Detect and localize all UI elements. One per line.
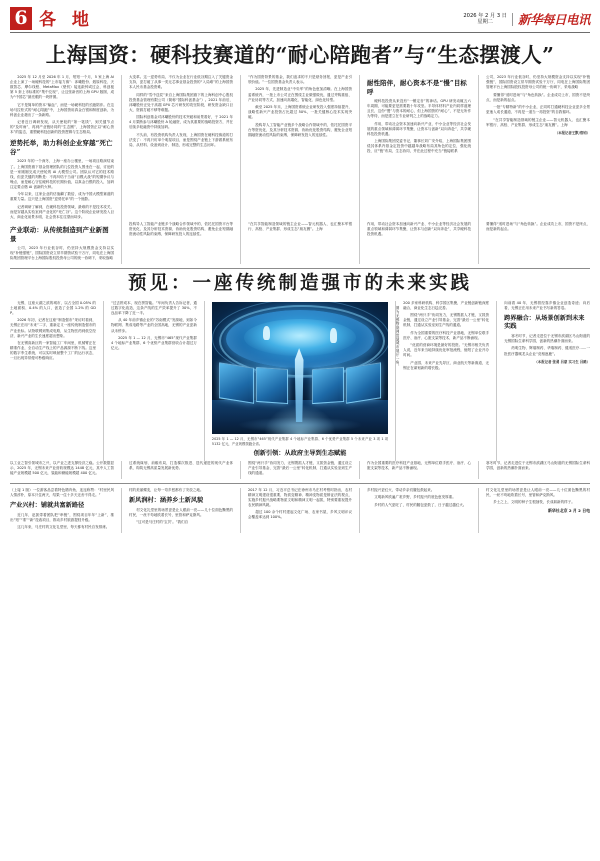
paragraph: 投构导人工智能产业链多个战略合作领域中的，依托托国资平台等资优化，及其分析技术资源，协助优化股资结构，避免企业短期融资流动性风险的束缚，保障研发投入的连续性。 bbox=[129, 222, 233, 237]
publication-logo: 新华每日电讯 bbox=[517, 12, 590, 27]
article-1-column-4 bbox=[367, 75, 471, 222]
paragraph: “在共享智能制造领域的链主企业——智元机器人、也汇聚本军银行、高校、产业集群、形成生态“朋友圈”。上海 bbox=[486, 117, 590, 127]
masthead-rule bbox=[10, 32, 590, 33]
section-separator-2 bbox=[10, 483, 590, 484]
paragraph: “作为国资背景的基金，我们追求的不只是财务回报，更是产业引领价值。”一位国资基金负责人表示。 bbox=[248, 75, 352, 85]
column-divider bbox=[478, 461, 479, 479]
exhibition-hall-photo bbox=[212, 302, 388, 434]
photo-screen-1 bbox=[219, 362, 254, 404]
article-1-column-1 bbox=[10, 75, 114, 222]
article-2-credit: （本报记者 张勇 吕蒙 实习生 吕路） bbox=[534, 359, 591, 364]
paragraph: 药明生物、辉瑞制药、华瑞制药、健适医疗……一批医疗器械龙头企业“竞相逐鹿”。 bbox=[504, 346, 591, 356]
article-3-column-3 bbox=[248, 488, 352, 533]
paragraph: 过系统谋划、前瞻布局，打造梯次推进、迭代递进的现代产业体系，构筑无锡高质量发展新优势。 bbox=[129, 461, 233, 471]
paragraph: 以工业之智引领城市之兴，以产业之进支撑经济之稳。公开数据显示，2025 年，无锡未来产业营收规模达 1448 亿元，其中人工智能产业规模超 500 亿元，氢能和储能规模超 400 亿元。 bbox=[10, 461, 114, 476]
column-divider bbox=[240, 488, 241, 533]
photo-screen-3 bbox=[312, 367, 344, 404]
paragraph: 大变革。这一逆势布局，不仅为企业在行业低谷期注入了关键资金支持，更打破了从事一类无芯事业基金投资的“入局难”的上海国资本人民币基金投资难。 bbox=[129, 75, 233, 90]
photo-caption-vertical: 图为无锡物联网智慧城市展厅一角。 bbox=[396, 305, 401, 369]
paragraph: 记者调研了解到，在硬科技投资领域，最难的不是技术攻关，而是穿越从实验室到产业化的“死亡谷”。这个阶段企业研发投入巨大、商业化前景未明，社会资本往往望而却步。 bbox=[10, 204, 114, 219]
paragraph: “这可是马庄村的‘宝贝’。”我们自 bbox=[136, 520, 189, 525]
article-2-columns bbox=[10, 301, 590, 461]
paragraph: 2025 年，先进制造业“中央军”的角色愈加清晰。在上海国资委系统内，一批上市公司正在围绕主业做强做优，通过并购重组、产业协同等方式，加速向高端化、智能化、绿色化转型。 bbox=[248, 87, 352, 102]
article-1-lower-col-5 bbox=[486, 222, 590, 264]
paragraph: 这几年来，马庄村的文化礼堂里，每天都有村民自发排练。 bbox=[17, 525, 110, 530]
article-3-footer-credit: 新华社北京 2 月 2 日电 bbox=[548, 508, 590, 514]
paragraph: 作为全国重要的医疗科技产业基地，无锡单位联手医疗、治疗、心脏支架等技术，新产品不断涌现。 bbox=[367, 461, 471, 471]
paragraph-text: 一位游客品尝着特色腊肉鱼，连连称赞：“村里民风人情淳朴，原本只住两天，结果一住十多天还舍不得走。” bbox=[10, 487, 114, 497]
paragraph: 超过 100 余个村村建起文化广场、农家书屋，乡风文明评议会覆盖率达到 100%。 bbox=[248, 510, 352, 520]
column-divider bbox=[121, 488, 122, 533]
column-divider bbox=[359, 75, 360, 222]
paragraph: 从 40 年前乡镇企业的“苏南模式”发源地，到如今物联网、集成电路等产业的全国高地，无锡的产业更新从未停步。 bbox=[110, 318, 197, 333]
paragraph: 围绕“两只手”协同发力，无锡既抓人才链，又抓资金链，通过设立产业引导基金、完善“最后一公里”转化机制，打通从实验室到生产线的通道。 bbox=[403, 313, 490, 328]
article-2-tail-col-1 bbox=[10, 461, 114, 479]
paragraph: 一批“专精特新”的中小企业，正同时打通硬科技企业更多全景更速入成长通道，不再是一道当一再投资”的自我循环。 bbox=[486, 105, 590, 115]
article-3-column-2 bbox=[129, 488, 233, 533]
article-1-lower-col-2 bbox=[129, 222, 233, 264]
article-2-column-2 bbox=[111, 301, 197, 461]
column-divider bbox=[240, 222, 241, 264]
section-title: 各 地 bbox=[39, 10, 94, 30]
paragraph: 2026 年初，记者在这座“制造强市”采访时看到，无锡正在用“未来”二字，重新定义一座传统制造强市的产业坐标。从物联网到集成电路，从生物医药到低空经济，新兴产业的生长速度超出想象。 bbox=[10, 318, 96, 338]
column-divider bbox=[240, 461, 241, 479]
paragraph: “优质的营商环境是最好的投资。”无锡市相关负责人说，近年来当地持续优化审批流程，缩短了企业开办时间。 bbox=[403, 343, 490, 358]
paragraph: 作用，带动社会资本加速向新兴产业、中小企业等经济社会发展的重点领域和薄弱环节集聚，让资本与创新“双向奔赴”，共享硬科技投资机遇。 bbox=[367, 222, 471, 237]
article-2-column-4 bbox=[403, 301, 489, 461]
paragraph: “过去拼成本，现在拼智能。”车间负责人告诉记者，通过数字化改造，这条产线的生产效率提升了 30%，不良品率下降了近一半。 bbox=[110, 300, 197, 315]
paragraph: 国际科创基金对沐曦股份的技术突破和前景看好，于 2021 年 4 月果断参与沐曦股份 A 轮融资，成为其重要的战略投资方，并在后续多轮融资中持续加码。 bbox=[129, 115, 233, 130]
page-number: 6 bbox=[10, 7, 32, 30]
column-divider bbox=[103, 301, 104, 461]
photo-floor-glow bbox=[265, 405, 335, 434]
photo-figure-left bbox=[263, 326, 270, 341]
article-3-column-1 bbox=[10, 488, 114, 533]
article-2-subheading-right: 跨界融合：从场景创新到未来实践 bbox=[504, 314, 585, 330]
column-divider bbox=[121, 75, 122, 222]
article-3-columns bbox=[10, 488, 590, 533]
article-2-tail-row bbox=[10, 461, 590, 479]
date-line-1: 2026 年 2 月 3 日 bbox=[463, 12, 507, 19]
article-1-subheading-3: 产业联动：从传统制造到产业新图景 bbox=[10, 226, 109, 243]
paragraph: 乡村的人气更旺了，村民的腰包更鼓了，日子越过越红火。 bbox=[374, 502, 467, 507]
paragraph: 要懂得“适时进场”与“角色转换”。企业成功上市，国资不是终点，而是新的起点。 bbox=[486, 222, 590, 232]
photo-caption-under: 2025 年 1 — 12 月，无锡市“465”现代产业集群 4 个地标产业集群、6 个优势产业集群 5 个未来产业 3 项 1 项 5132 亿元，产业规模领跑全省。 bbox=[211, 436, 389, 446]
paragraph: 它不是简单的资本“输血”，而是一场硬科技的长跑陪伴。在这场马拉松式的“耐心陪跑”中，上海国资用真金白银和制度创新，为科创企业趟出了一条新路。 bbox=[10, 102, 114, 117]
column-divider bbox=[359, 461, 360, 479]
article-2-photo-column bbox=[211, 301, 401, 461]
photo-screen-4 bbox=[346, 362, 381, 404]
photo-figure-right bbox=[330, 328, 337, 343]
paragraph: 产业园、未来产业先导区、商业航天等新赛道，无锡正在谋划新的增长极。 bbox=[403, 360, 490, 370]
paragraph: 寒冬时节，记者走进位于无锡市滨湖区马山街道的无锡国际生命科学园，创新的热潮扑面而来。 bbox=[486, 461, 590, 471]
article-3-subheading-1: 产业兴村：铺就共富新路径 bbox=[10, 501, 85, 509]
paragraph: 投构导人工智能产业链多个战略合作领域中的，依托托国资平台等资优化，及其分析技术资源，协助优化股资结构，避免企业短期融资流动性风险的束缚，保障研发投入的连续性。 bbox=[248, 122, 352, 137]
column-divider bbox=[359, 222, 360, 264]
masthead bbox=[10, 0, 590, 30]
paragraph: 要懂得“适时进场”与“角色转换”。企业成功上市，国资不是终点，而是新的起点。 bbox=[486, 92, 590, 102]
article-1-subheading-1: 逆势托举，助力科创企业穿越“死亡谷” bbox=[10, 139, 113, 156]
article-3-column-4 bbox=[367, 488, 471, 533]
paragraph: “在共享智能制造领域的链主企业——智元机器人、也汇聚本军银行、高校、产业集群、形成生态“朋友圈”。上海 bbox=[248, 222, 352, 232]
article-2-tail-col-2 bbox=[129, 461, 233, 479]
article-2-column-5 bbox=[504, 301, 590, 461]
paragraph: 公司，2023 年行业低谷时，仍坚持大规模资金支持以实现“补链强链”，国际国资设立常早期资试验干万厅，同电在上海国际集团管理平台上海国际股权投资母公司的统一协调下，采取战略 bbox=[486, 75, 590, 90]
article-1-column-2 bbox=[129, 75, 233, 222]
paragraph: 公司，2023 年行业低谷时，仍坚持大规模资金支持以实现“补链强链”，国际国资设立常早期资试验干万厅，同电在上海国际集团管理平台上海国际股权投资母公司的统一协调下，采取战略 bbox=[10, 246, 114, 261]
publication-date bbox=[463, 13, 507, 26]
paragraph: 村文化礼堂里的场景更是让人眼前一亮——几十位面色黝黑的村民，一丝不苟地吹着长号，里管和萨克斯风。 bbox=[486, 487, 590, 497]
article-1-column-3 bbox=[248, 75, 352, 222]
article-1-headline: 上海国资：硬科技赛道的“耐心陪跑者”与“生态摆渡人” bbox=[45, 43, 555, 67]
paragraph: 记者近日调研发现，从天使轮的“第一笔钱”，到关键节点的“及时雨”，再到产业链协同的“生态圈”，上海国资正以“耐心资本”的姿态，重塑硬科技创新的投资逻辑与生态格局。 bbox=[10, 120, 114, 135]
paragraph: 200 多家科研机构、科学园区集聚，产业链创新链深度融合，商业化生态日趋完善。 bbox=[403, 300, 490, 310]
paragraph: 2025 年 12 月至 2026 年 1 月，短短一个月，5 家上海 AI 企业上演了一场硬科技的“上市接力赛”：沐曦股份、燧原科技、天数智芯、摩尔线程、MetaMax（壁仞）接连敲钟或过会，科创板第 5 套上市标准的“集中兑现”，让这张新晋的上海 GPU 版图，成为“中国芯”最亮眼的一块拼图。 bbox=[10, 75, 114, 100]
column-divider bbox=[121, 461, 122, 479]
paragraph: 在无锡高新区的一家智能工厂车间里，机械臂正在精准作业，全自动生产线上的产品源源不断下线。这里的数字孪生系统，可以实时映射整个工厂的运行状态，一旦出现异常便可秒级响应。 bbox=[10, 341, 96, 361]
photo-screen-2 bbox=[256, 367, 288, 404]
paragraph: 硬科技投资从来没有“一锤定音”的神话。GPU 研发动辄五六年周期，可能要更是需要数十年攻坚。半导体材料产业内同样道理且长，这份“慢”与资本的耐心，但上海国资的“耐心”，不是无所作为等待，而是建立在专业研判之上的战略定力。 bbox=[367, 99, 471, 119]
column-divider bbox=[204, 301, 205, 461]
paragraph: 上海国际集团党委书记、董事长刘广安介绍，上海国际集团围绕其体系内基金定投资中越越单战略布局其角色的定位，强化统投、应“链”布局，生态协同，并在此过程中充当“链接联系 bbox=[367, 139, 471, 154]
paragraph: 近几年，赵凯带着团队把“串链”，围绕项目年年“上新”，推出“短”“准”“新”技改项目，推动乡村旅游提档升级。 bbox=[10, 512, 114, 522]
masthead-divider bbox=[512, 13, 513, 26]
article-2-tail-col-4 bbox=[367, 461, 471, 479]
paragraph: 寒冬时节，记者走进位于无锡市滨湖区马山街道的无锡国际生命科学园，创新的热潮扑面而来。 bbox=[504, 333, 591, 344]
article-2-headline: 预见：一座传统制造强市的未来实践 bbox=[127, 272, 472, 294]
paragraph bbox=[10, 488, 114, 498]
article-2-column-1 bbox=[10, 301, 96, 461]
article-1-sub-3-wrap bbox=[10, 222, 114, 264]
article-3-column-5 bbox=[486, 488, 590, 533]
paragraph: 村文化礼堂里的场景更是让人眼前一亮——几十位面色黝黑的村民，一丝不苟地吹着长号，里管和萨克斯风。 bbox=[129, 507, 233, 517]
column-divider bbox=[240, 75, 241, 222]
photo-figure bbox=[212, 302, 401, 434]
paragraph: 今年以来，这家企业的估值翻了数倍，成为中国大模型赛道的重要力量。这只是上海国资“逆势托举”的一个缩影。 bbox=[10, 192, 114, 202]
paragraph: 围绕“两只手”协同发力，无锡既抓人才链，又抓资金链，通过设立产业引导基金、完善“最后一公里”转化机制，打通从实验室到生产线的通道。 bbox=[248, 461, 352, 476]
article-2-tail-col-5 bbox=[486, 461, 590, 479]
article-1-credit: （本报记者王默/郑钧） bbox=[554, 130, 590, 135]
article-1-columns bbox=[10, 75, 590, 222]
paragraph: 文明新风吹遍广袤乡野，乡村振兴的底色愈发厚重。 bbox=[374, 495, 456, 500]
paragraph: 乡村振兴更红火，带动乡亲们腰包鼓起来。 bbox=[367, 487, 435, 492]
article-1-lower-col-3 bbox=[248, 222, 352, 264]
date-line-2: 星期二 bbox=[477, 19, 493, 25]
paragraph: 村的美丽蝶变，让每一弯乡愁都有了安放之地。 bbox=[129, 487, 204, 492]
paragraph: 无锡，这座太湖之滨的城市，以占全国 0.05% 的土地面积、0.4% 的人口，创造了全国 1.2% 的 GDP。 bbox=[10, 300, 96, 315]
article-1-lower-band bbox=[10, 222, 590, 264]
article-1-column-5 bbox=[486, 75, 590, 222]
paragraph: 乡土之上，文明的种子生根抽枝，长成崭新的样子。 bbox=[493, 500, 575, 505]
article-1-subheading-2: 耐性陪伴，耐心资本不是“慢”目标呼 bbox=[367, 79, 468, 96]
paragraph: 2017 年 12 月，习近平总书记在徐州市马庄村考察时指出，农村精神文明建设很重要，物质变精神、精神变物质是辩证法的观点，实施乡村振兴战略要物质文明和精神文明一起抓，特别要重视提升农民精神风貌。 bbox=[248, 487, 352, 507]
article-2-tail-col-3 bbox=[248, 461, 352, 479]
column-divider bbox=[359, 488, 360, 533]
paragraph: 截至 2025 年末，上海国资系统企业研发投入强度持续提升，战略性新兴产业投资占比超过 50%，一批关键核心技术实现突破。 bbox=[248, 105, 352, 120]
paragraph: 向前看 40 年，无锡曾经靠乡镇企业创造奇迹；向后看，无锡正在用未来产业书写新的答卷。 bbox=[504, 300, 591, 310]
continuation-marker: （上接 1 版） bbox=[10, 487, 33, 492]
column-divider bbox=[121, 222, 122, 264]
paragraph: 2023 年的一个深冬，上海一座办公楼里，一场项目路演结束了。上海国资旗下基金管理团队的几位投资人围坐在一起，讨论的是一家刚刚完成天使轮的 AI 大模型公司。团队认可它的技术路线，但更关键的判断是：不再纠结于当前“百模大战”的短期争议与噪点，而是耐心守住硬科技的长期价值，以真金白银的投入，加码注定要点燃 AI 创新的火种。 bbox=[10, 159, 114, 189]
article-2-subheading-left: 创新引领：从政府主导到生态赋能 bbox=[253, 450, 347, 458]
paragraph: 2025 年 1 — 12 月，无锡市“465”现代产业集群 4 个地标产业集群、6 个优势产业集群营收合计超过万亿元。 bbox=[110, 335, 197, 351]
column-divider bbox=[478, 488, 479, 533]
article-3-subheading-2: 新风润村：涵养乡土新风貌 bbox=[129, 496, 204, 504]
paragraph: 同样的“雪中送炭”来自上海国际集团旗下的上海科创中心股权投资基金管理有限公司（简称“国际科创基金”）。2021 年前后，沐曦股份正处于高端 GPU 芯片研发的攻坚阶段，研发资金缺口巨大，资源打破不够等难题。 bbox=[129, 92, 233, 112]
article-1-lower-col-4 bbox=[367, 222, 471, 264]
paragraph: 作为全国重要的医疗科技产业基地，无锡单位联手医疗、治疗、心脏支架等技术，新产品不断涌现。 bbox=[403, 330, 490, 340]
paragraph: 作用，带动社会资本加速向新兴产业、中小企业等经济社会发展的重点领域和薄弱环节集聚，让资本与创新“双向奔赴”，共享硬科技投资机遇。 bbox=[367, 121, 471, 136]
column-divider bbox=[496, 301, 497, 461]
column-divider bbox=[478, 222, 479, 264]
column-divider bbox=[478, 75, 479, 222]
masthead-right bbox=[463, 10, 590, 30]
section-separator-1 bbox=[10, 268, 590, 269]
paragraph: 不久前，有投资机构负责人发现，上海国资在硬科技赛道的打法变了：不再只盯单个明星项目，而是围绕产业链上下游做系统布局，从材料、设备到设计、制造，形成完整的生态闭环。 bbox=[129, 132, 233, 147]
